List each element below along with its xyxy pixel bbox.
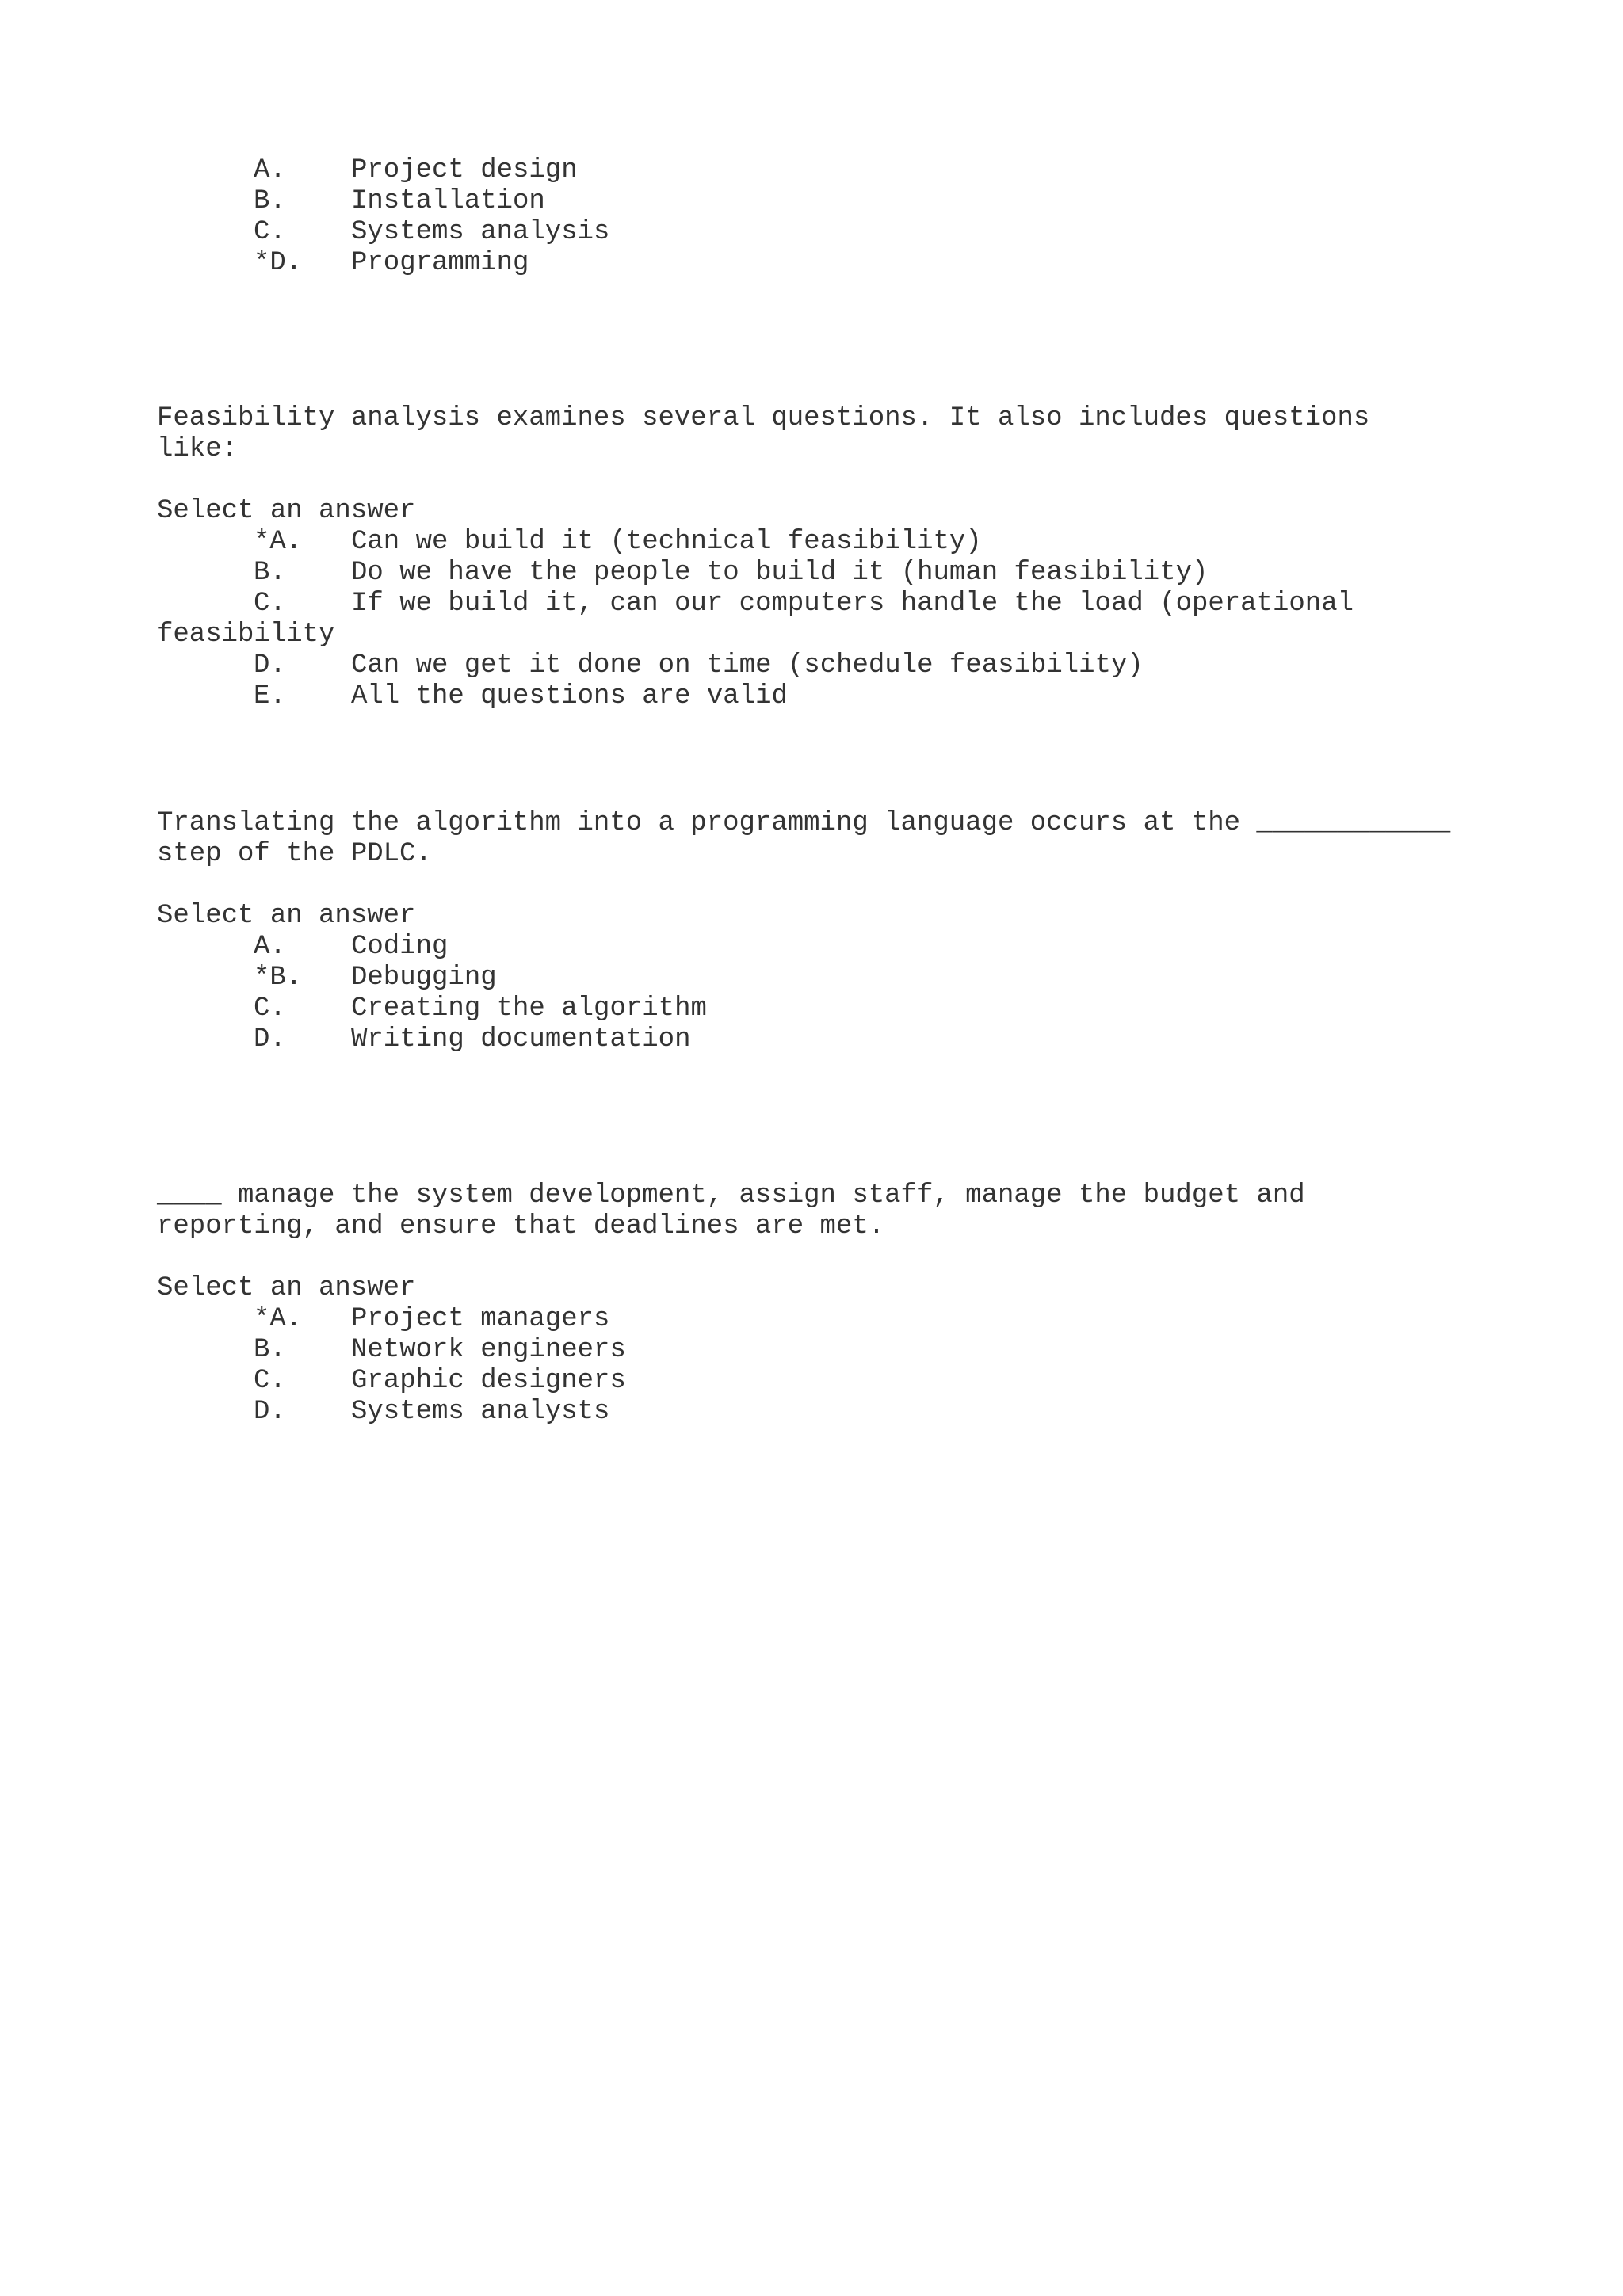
option-row bbox=[157, 1397, 1504, 1428]
option-row bbox=[157, 558, 1504, 589]
option-letter: B. bbox=[254, 558, 286, 588]
option-row bbox=[157, 650, 1504, 681]
option-text: Creating the algorithm bbox=[351, 994, 707, 1024]
select-answer-label: Select an answer bbox=[157, 1273, 416, 1303]
option-row bbox=[157, 217, 1504, 248]
option-letter: D. bbox=[254, 1397, 286, 1427]
option-text: Systems analysts bbox=[351, 1397, 610, 1427]
select-answer-label: Select an answer bbox=[157, 496, 416, 526]
question-prompt-line: reporting, and ensure that deadlines are met. bbox=[157, 1211, 885, 1241]
option-text: Coding bbox=[351, 932, 449, 962]
option-row bbox=[157, 155, 1504, 186]
option-letter: A. bbox=[254, 932, 286, 962]
question-2 bbox=[157, 403, 1504, 712]
option-text: Can we build it (technical feasibility) bbox=[351, 527, 982, 557]
option-letter: *D. bbox=[254, 248, 303, 278]
question-prompt-line: like: bbox=[157, 434, 239, 464]
option-text: If we build it, can our computers handle the load (operational bbox=[351, 589, 1354, 619]
spacer bbox=[157, 1242, 1504, 1273]
question-3 bbox=[157, 808, 1504, 1055]
option-continuation: feasibility bbox=[157, 620, 335, 650]
option-text: Project managers bbox=[351, 1304, 610, 1334]
question-1 bbox=[157, 155, 1504, 279]
option-text: Writing documentation bbox=[351, 1024, 691, 1055]
option-text: Debugging bbox=[351, 963, 497, 993]
option-letter: *A. bbox=[254, 1304, 303, 1334]
option-letter: C. bbox=[254, 994, 286, 1024]
option-row bbox=[157, 589, 1504, 620]
option-text: All the questions are valid bbox=[351, 681, 788, 711]
option-row bbox=[157, 1304, 1504, 1335]
option-row bbox=[157, 1366, 1504, 1397]
option-letter: C. bbox=[254, 217, 286, 247]
option-row bbox=[157, 963, 1504, 994]
option-letter: *A. bbox=[254, 527, 303, 557]
option-row bbox=[157, 932, 1504, 963]
option-text: Network engineers bbox=[351, 1335, 626, 1365]
option-row bbox=[157, 1024, 1504, 1055]
option-text: Project design bbox=[351, 155, 578, 185]
option-letter: *B. bbox=[254, 963, 303, 993]
option-text: Systems analysis bbox=[351, 217, 610, 247]
question-prompt-line: step of the PDLC. bbox=[157, 839, 432, 869]
option-letter: A. bbox=[254, 155, 286, 185]
option-row bbox=[157, 186, 1504, 217]
option-letter: D. bbox=[254, 650, 286, 681]
option-row bbox=[157, 994, 1504, 1024]
option-row bbox=[157, 527, 1504, 558]
select-answer-label: Select an answer bbox=[157, 901, 416, 931]
option-text: Programming bbox=[351, 248, 529, 278]
option-text: Do we have the people to build it (human feasibility) bbox=[351, 558, 1209, 588]
option-letter: E. bbox=[254, 681, 286, 711]
option-row bbox=[157, 248, 1504, 279]
option-text: Installation bbox=[351, 186, 545, 216]
option-text: Graphic designers bbox=[351, 1366, 626, 1396]
option-letter: C. bbox=[254, 1366, 286, 1396]
option-letter: D. bbox=[254, 1024, 286, 1055]
option-text: Can we get it done on time (schedule feasibility) bbox=[351, 650, 1144, 681]
question-prompt-line: Feasibility analysis examines several questions. It also includes questions bbox=[157, 403, 1370, 433]
question-4 bbox=[157, 1180, 1504, 1428]
spacer bbox=[157, 870, 1504, 901]
option-row bbox=[157, 681, 1504, 712]
spacer bbox=[157, 465, 1504, 496]
option-letter: B. bbox=[254, 1335, 286, 1365]
option-row bbox=[157, 1335, 1504, 1366]
question-prompt-line: ____ manage the system development, assign staff, manage the budget and bbox=[157, 1180, 1305, 1211]
option-letter: C. bbox=[254, 589, 286, 619]
option-letter: B. bbox=[254, 186, 286, 216]
question-prompt-line: Translating the algorithm into a programming language occurs at the ____________ bbox=[157, 808, 1451, 838]
